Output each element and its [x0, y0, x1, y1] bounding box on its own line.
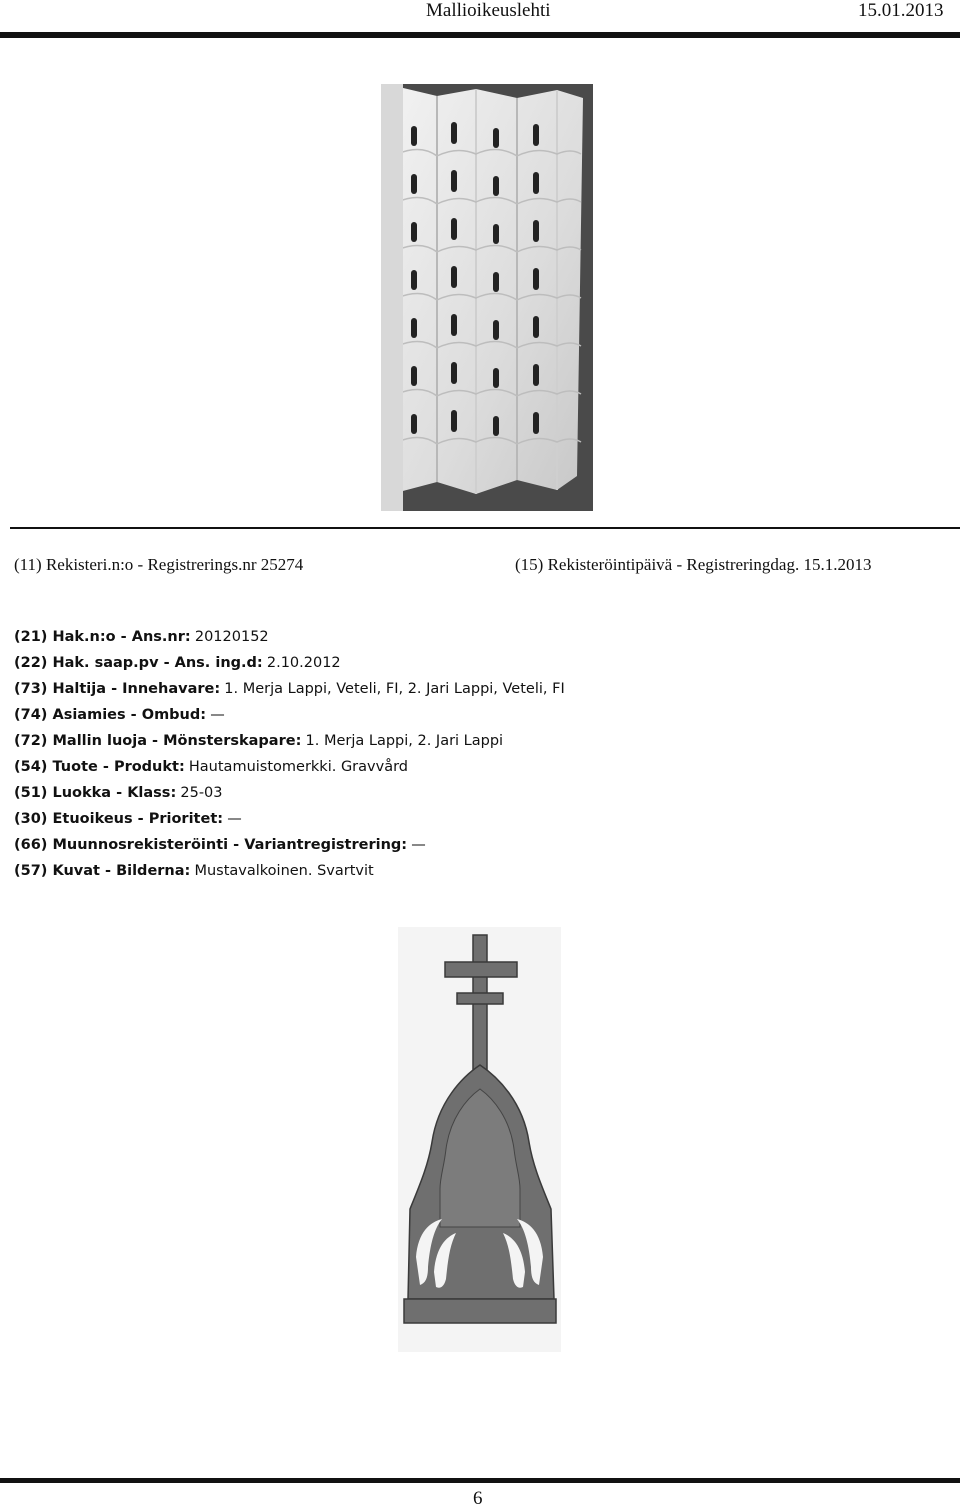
footer-rule — [0, 1478, 960, 1483]
design-photo-grave-marker — [398, 927, 561, 1352]
field-holder: (73) Haltija - Innehavare: 1. Merja Lappi, Veteli, FI, 2. Jari Lappi, Veteli, FI — [14, 681, 565, 697]
field-variant-registration: (66) Muunnosrekisteröinti - Variantregistrering: — — [14, 837, 426, 853]
design-photo-lattice-panel — [381, 84, 593, 511]
field-product: (54) Tuote - Produkt: Hautamuistomerkki. Gravvård — [14, 759, 408, 775]
field-class: (51) Luokka - Klass: 25-03 — [14, 785, 223, 801]
field-application-number: (21) Hak.n:o - Ans.nr: 20120152 — [14, 629, 269, 645]
lattice-panel-image — [381, 84, 593, 511]
registration-fields — [14, 623, 944, 883]
field-filing-date: (22) Hak. saap.pv - Ans. ing.d: 2.10.2012 — [14, 655, 341, 671]
registration-number: (11) Rekisteri.n:o - Registrerings.nr 25274 — [14, 555, 304, 574]
header-rule — [0, 32, 960, 38]
publication-title: Mallioikeuslehti — [426, 0, 551, 21]
field-agent: (74) Asiamies - Ombud: — — [14, 707, 225, 723]
field-designer: (72) Mallin luoja - Mönsterskapare: 1. Merja Lappi, 2. Jari Lappi — [14, 733, 504, 749]
registration-date: (15) Rekisteröintipäivä - Registreringdag. 15.1.2013 — [515, 555, 872, 574]
section-rule — [10, 527, 960, 529]
publication-date: 15.01.2013 — [858, 0, 944, 21]
page-header — [0, 0, 960, 36]
page-number: 6 — [473, 1488, 483, 1509]
field-images: (57) Kuvat - Bilderna: Mustavalkoinen. Svartvit — [14, 863, 374, 879]
grave-marker-image — [398, 927, 561, 1352]
field-priority: (30) Etuoikeus - Prioritet: — — [14, 811, 242, 827]
